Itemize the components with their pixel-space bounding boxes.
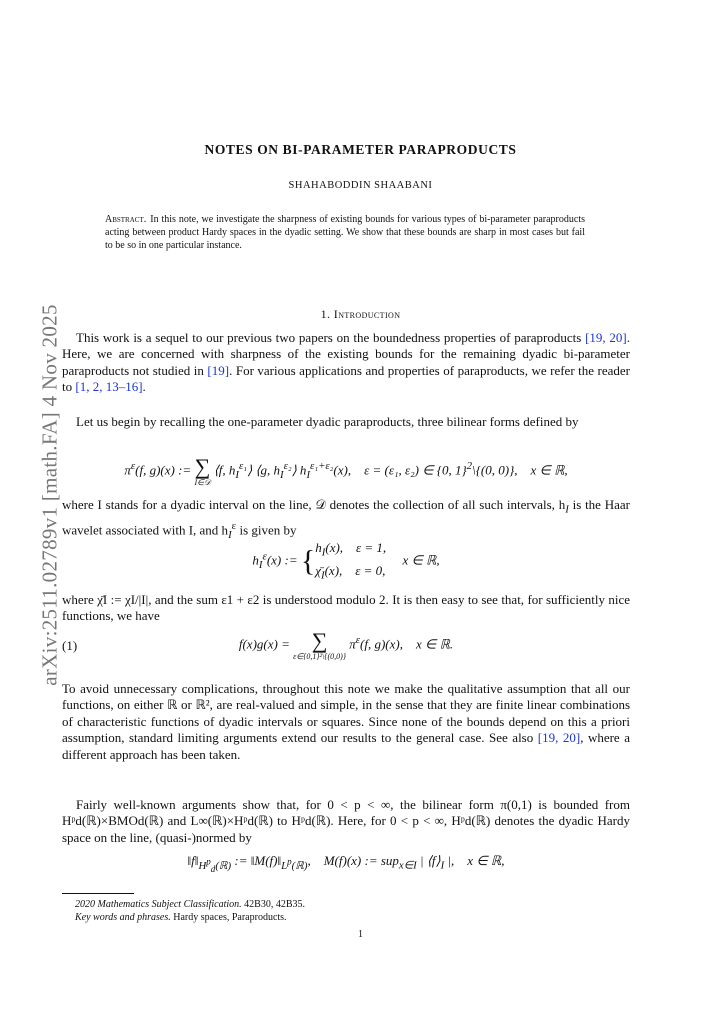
abstract-text: In this note, we investigate the sharpness of existing bounds for various types of bi-parameter paraproducts acting between product Hardy spaces in the dyadic setting. We show that these bounds are sharp in most cases but fail to be so in one particular instance.	[105, 214, 585, 251]
equation-haar-cases: $h_I^\varepsilon(x)$ := {$h_I(x)$, ε = 1, $\chī_I(x)$, ε = 0, x ∈ ℝ,	[62, 539, 630, 584]
text-span: . Here, we are concerned with sharpness of the existing bounds for the remaining dyadic bi-parameter paraproducts not studied in	[62, 330, 631, 378]
section-heading: 1. Introduction	[320, 307, 401, 321]
paragraph-hardy-space: Fairly well-known arguments show that, for 0 < p < ∞, the bilinear form π(0,1) is bounded from Hᵖd(ℝ)×BMOd(ℝ) and L∞(ℝ)×Hᵖd(ℝ) to Hᵖd(ℝ). Here, for 0 < p < ∞, Hᵖd(ℝ) denotes the dyadic Hardy space on the line, (quasi-)normed by	[62, 797, 630, 845]
paper-title: NOTES ON BI-PARAMETER PARAPRODUCTS	[204, 142, 517, 157]
cases-block: $h_I(x)$, ε = 1, $\chī_I(x)$, ε = 0,	[315, 540, 387, 582]
keywords-label: Key words and phrases.	[75, 912, 171, 923]
text-span: , where a different approach has been taken.	[62, 730, 630, 762]
text-span: is given by	[236, 522, 297, 538]
sum-symbol: ∑ I∈𝒟	[194, 454, 211, 487]
msc-label: 2020 Mathematics Subject Classification.	[75, 899, 242, 910]
paragraph-paraproducts: Let us begin by recalling the one-parameter dyadic paraproducts, three bilinear forms defined by	[76, 414, 579, 429]
citation-link[interactable]: [19, 20]	[537, 730, 581, 746]
citation-link[interactable]: [19]	[207, 362, 230, 378]
author-name: SHAHABODDIN SHAABANI	[288, 180, 433, 191]
citation-link[interactable]: [1, 2, 13–16]	[75, 379, 143, 395]
paragraph-where-I: where I stands for a dyadic interval on the line, 𝒟 denotes the collection of all such intervals, $h_I$ is the Haar wavelet associated with I, and $h_I^\varepsilon$ is given by	[62, 497, 631, 541]
text-span: where I stands for a dyadic interval on the line, 𝒟 denotes the collection of all such intervals, h	[62, 497, 566, 512]
abstract	[105, 213, 585, 252]
text-span: To avoid unnecessary complications, throughout this note we make the qualitative assumption that all our functions, on either ℝ or ℝ², are real-valued and simple, in the sense that they are finite linear combinations of characteristic functions of dyadic intervals or squares. Since none of the bounds depend on this a priori assumption, standard limiting arguments extend our results to the general case. See also	[62, 681, 630, 746]
sum-symbol: ∑ ε∈{0,1}²\{(0,0)}	[293, 628, 346, 661]
equation-product-decomposition: f(x)g(x) = ∑ ε∈{0,1}²\{(0,0)} $\pi^\varepsilon(f$, g)(x), x ∈ ℝ.	[238, 628, 454, 661]
paragraph-modulo: where χ̄I := χI/|I|, and the sum ε1 + ε2 is understood modulo 2. It is then easy to see that, for sufficiently nice functions, we have	[62, 592, 630, 624]
text-span: This work is a sequel to our previous two papers on the boundedness properties of paraproducts	[76, 330, 586, 345]
footnote-msc	[75, 898, 305, 911]
equation-number: (1)	[62, 638, 78, 653]
paragraph-intro	[62, 330, 630, 396]
equation-paraproduct: $\pi^\varepsilon(f$, g)(x) := ∑ I∈𝒟 ⟨f, $h_I^{\varepsilon_1}⟩$ ⟨g, $h_I^{\varepsilon_2}⟩$ $h_I^{\varepsilon_1+\varepsilon_2}(x)$, ε = (ε₁, ε₂) ∈ {0, 1}$^2$\{(0, 0)}, x ∈ ℝ,	[124, 454, 568, 487]
text-span: .	[142, 379, 146, 395]
footnote-keywords	[75, 911, 287, 924]
keywords-value: Hardy spaces, Paraproducts.	[170, 912, 287, 923]
abstract-label: Abstract.	[105, 214, 147, 225]
equation-hardy-norm: $‖f‖_{H^p_d(ℝ)}$ := $‖M(f)‖_{L^p(ℝ)}$, M(f)(x) := sup$_{x\in I}$ | $⟨f⟩_I$ |, x ∈ ℝ,	[187, 853, 505, 874]
text-span: . For various applications and properties of paraproducts, we refer the reader to	[62, 362, 630, 395]
arxiv-identifier: arXiv:2511.02789v1 [math.FA] 4 Nov 2025	[37, 304, 62, 686]
page-number: 1	[358, 929, 363, 940]
footnote-rule	[62, 893, 134, 894]
text-span: is the Haar wavelet associated with I, and h	[62, 497, 631, 538]
msc-value: 42B30, 42B35.	[241, 899, 305, 910]
citation-link[interactable]: [19, 20]	[585, 330, 627, 345]
paragraph-assumptions	[62, 681, 630, 763]
